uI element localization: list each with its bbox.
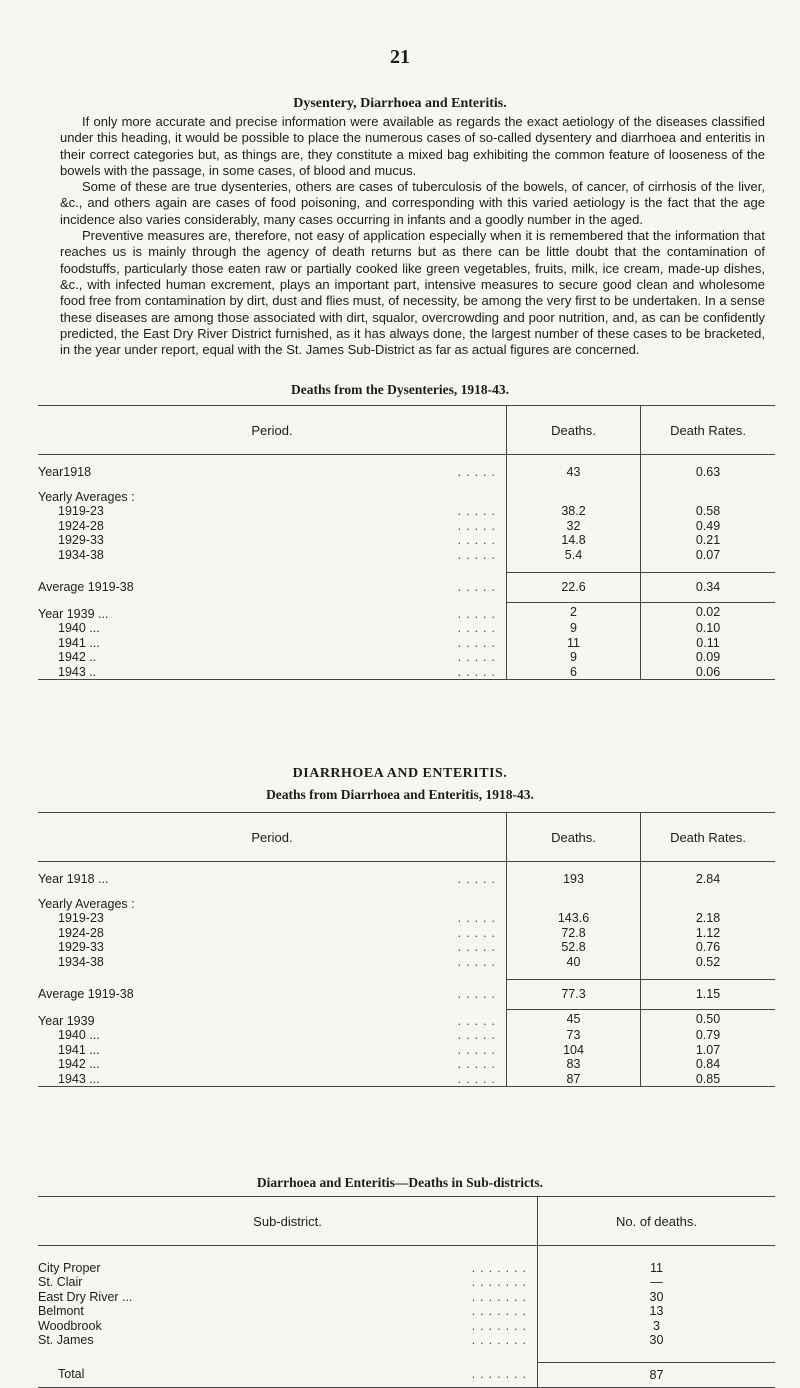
table-row: St. Clair ....... — xyxy=(38,1275,775,1290)
row-label: 1943 ... xyxy=(58,1071,100,1086)
deaths-cell: 3 xyxy=(538,1319,776,1334)
table-row: Year1918 ..... 43 0.63 xyxy=(38,465,775,480)
deaths-cell: 52.8 xyxy=(507,940,641,955)
rate-cell: 0.07 xyxy=(641,548,776,563)
deaths-cell: 9 xyxy=(507,621,641,636)
row-label: City Proper xyxy=(38,1260,101,1275)
deaths-cell: 32 xyxy=(507,519,641,534)
row-label: 1929-33 xyxy=(58,533,104,547)
row-label: 1942 .. xyxy=(58,650,97,664)
section-title: Dysentery, Diarrhoea and Enteritis. xyxy=(293,96,507,111)
deaths-cell: 45 xyxy=(507,1010,641,1029)
row-label: 1940 ... xyxy=(58,1028,100,1042)
rate-cell: 1.12 xyxy=(641,926,776,941)
deaths-cell: 2 xyxy=(507,603,641,622)
table-row: Total ....... 87 xyxy=(38,1363,775,1388)
rate-cell: 0.52 xyxy=(641,955,776,970)
header-deaths: Deaths. xyxy=(507,406,641,455)
row-label: Belmont xyxy=(38,1304,84,1318)
deaths-cell: 72.8 xyxy=(507,926,641,941)
header-no-of-deaths: No. of deaths. xyxy=(538,1197,776,1246)
row-label: 1919-23 xyxy=(58,911,104,925)
table-row: Year 1939 ... ..... 2 0.02 xyxy=(38,603,775,622)
dysentery-table xyxy=(38,405,775,680)
table-row: 1940 ... ..... 9 0.10 xyxy=(38,621,775,636)
table-row: Average 1919-38 ..... 22.6 0.34 xyxy=(38,573,775,603)
table-row xyxy=(38,490,775,505)
header-period: Period. xyxy=(38,406,507,455)
row-label: East Dry River ... xyxy=(38,1289,133,1304)
table-row: Year 1918 ... ..... 193 2.84 xyxy=(38,872,775,887)
row-label: 1941 ... xyxy=(58,635,100,650)
rate-cell: 0.84 xyxy=(641,1057,776,1072)
table-row: 1924-28 ..... 72.8 1.12 xyxy=(38,926,775,941)
row-label: 1929-33 xyxy=(58,940,104,954)
row-label: Woodbrook xyxy=(38,1318,102,1333)
subdistrict-table xyxy=(38,1196,775,1388)
paragraph-3: Preventive measures are, therefore, not easy of application especially when it is remembered that the information that reaches us is mainly through the agency of death returns but as there can be little doubt that the contamination of foodstuffs, particularly those eaten raw or partially cooked like green vegetables, fruits, milk, ice cream, made-up dishes, &c., with infected human excrement, plays an important part, intensive measures to secure good clean and wholesome food free from contamination by dirt, dust and flies must, of necessity, be among the very first to be undertaken. In a sense these diseases are among those associated with dirt, squalor, overcrowding and poor nutrition, and, as can be confidently predicted, the East Dry River District furnished, as it has always done, the largest number of these cases to be bracketed, in the year under report, equal with the St. James Sub-District as far as actual figures are concerned. xyxy=(60,228,765,358)
row-label: Year 1918 ... xyxy=(38,872,109,886)
rate-cell: 2.84 xyxy=(641,872,776,887)
table-row: 1942 ... ..... 83 0.84 xyxy=(38,1057,775,1072)
subdistrict-table-title: Diarrhoea and Enteritis—Deaths in Sub-districts. xyxy=(256,1175,544,1190)
row-label: St. Clair xyxy=(38,1275,83,1289)
row-label: 1940 ... xyxy=(58,621,100,635)
row-label: Yearly Averages : xyxy=(38,896,135,911)
table-row: Year 1939 ..... 45 0.50 xyxy=(38,1010,775,1029)
rate-cell: 0.79 xyxy=(641,1028,776,1043)
table-row: City Proper ....... 11 xyxy=(38,1261,775,1276)
row-label: Average 1919-38 xyxy=(38,987,134,1002)
table-header-row xyxy=(38,406,775,455)
row-label: 1942 ... xyxy=(58,1057,100,1071)
table-row: 1919-23 ..... 143.6 2.18 xyxy=(38,911,775,926)
row-label: Average 1919-38 xyxy=(38,580,134,595)
row-label: Total xyxy=(58,1367,85,1382)
deaths-cell: 30 xyxy=(538,1290,776,1305)
table-row: 1940 ... ..... 73 0.79 xyxy=(38,1028,775,1043)
deaths-cell: 30 xyxy=(538,1333,776,1348)
rate-cell: 0.50 xyxy=(641,1010,776,1029)
diarrhoea-table-title: Deaths from Diarrhoea and Enteritis, 1918-43. xyxy=(266,787,534,802)
deaths-cell: 38.2 xyxy=(507,504,641,519)
table-row: East Dry River ... ....... 30 xyxy=(38,1290,775,1305)
rate-cell: 0.85 xyxy=(641,1072,776,1087)
rate-cell: 0.58 xyxy=(641,504,776,519)
header-deaths: Deaths. xyxy=(507,813,641,862)
row-label: Yearly Averages : xyxy=(38,489,135,504)
dysentery-table-title: Deaths from the Dysenteries, 1918-43. xyxy=(291,382,509,397)
rate-cell: 0.02 xyxy=(641,603,776,622)
table-row: 1943 .. ..... 6 0.06 xyxy=(38,665,775,680)
row-label: St. James xyxy=(38,1333,94,1347)
row-label: 1941 ... xyxy=(58,1042,100,1057)
table-row: 1942 .. ..... 9 0.09 xyxy=(38,650,775,665)
deaths-cell: 104 xyxy=(507,1043,641,1058)
deaths-cell: 13 xyxy=(538,1304,776,1319)
rate-cell: 0.09 xyxy=(641,650,776,665)
deaths-cell: 43 xyxy=(507,465,641,480)
deaths-cell: 22.6 xyxy=(507,573,641,603)
row-label: 1934-38 xyxy=(58,954,104,969)
table-row: 1941 ... ..... 11 0.11 xyxy=(38,636,775,651)
table-row: Belmont ....... 13 xyxy=(38,1304,775,1319)
table-header-row xyxy=(38,1197,775,1246)
deaths-cell: 73 xyxy=(507,1028,641,1043)
table-row: 1929-33 ..... 52.8 0.76 xyxy=(38,940,775,955)
table-row: St. James ....... 30 xyxy=(38,1333,775,1348)
row-label: 1924-28 xyxy=(58,518,104,533)
table-header-row xyxy=(38,813,775,862)
rate-cell: 2.18 xyxy=(641,911,776,926)
deaths-cell: — xyxy=(538,1275,776,1290)
deaths-cell: 5.4 xyxy=(507,548,641,563)
paragraph-2: Some of these are true dysenteries, others are cases of tuberculosis of the bowels, of cancer, of cirrhosis of the liver, &c., and others again are cases of food poisoning, and corresponding with this varied aetiology is the fact that the age incidence also varies considerably, many cases occurring in infants and a goodly number in the aged. xyxy=(60,179,765,227)
table-row: 1934-38 ..... 5.4 0.07 xyxy=(38,548,775,563)
rate-cell: 0.21 xyxy=(641,533,776,548)
deaths-cell: 77.3 xyxy=(507,980,641,1010)
row-label: Year 1939 xyxy=(38,1013,95,1028)
row-label: Year1918 xyxy=(38,465,92,479)
row-label: 1919-23 xyxy=(58,504,104,518)
rate-cell: 1.07 xyxy=(641,1043,776,1058)
rate-cell: 0.49 xyxy=(641,519,776,534)
header-period: Period. xyxy=(38,813,507,862)
deaths-cell: 11 xyxy=(538,1261,776,1276)
row-label: 1943 .. xyxy=(58,664,97,679)
row-label: Year 1939 ... xyxy=(38,606,109,621)
row-label: 1924-28 xyxy=(58,925,104,940)
table-row: 1941 ... ..... 104 1.07 xyxy=(38,1043,775,1058)
deaths-cell: 193 xyxy=(507,872,641,887)
rate-cell: 0.11 xyxy=(641,636,776,651)
rate-cell: 0.63 xyxy=(641,465,776,480)
deaths-cell: 14.8 xyxy=(507,533,641,548)
deaths-cell: 87 xyxy=(507,1072,641,1087)
total-cell: 87 xyxy=(538,1363,776,1388)
table-row: Average 1919-38 ..... 77.3 1.15 xyxy=(38,980,775,1010)
table-row xyxy=(38,897,775,912)
header-subdistrict: Sub-district. xyxy=(38,1197,538,1246)
rate-cell: 0.06 xyxy=(641,665,776,680)
deaths-cell: 11 xyxy=(507,636,641,651)
deaths-cell: 143.6 xyxy=(507,911,641,926)
table-row: Woodbrook ....... 3 xyxy=(38,1319,775,1334)
deaths-cell: 6 xyxy=(507,665,641,680)
table-row: 1934-38 ..... 40 0.52 xyxy=(38,955,775,970)
header-death-rates: Death Rates. xyxy=(641,813,776,862)
header-death-rates: Death Rates. xyxy=(641,406,776,455)
table-row: 1924-28 ..... 32 0.49 xyxy=(38,519,775,534)
table-row: 1919-23 ..... 38.2 0.58 xyxy=(38,504,775,519)
body-text xyxy=(60,114,765,358)
table-row: 1929-33 ..... 14.8 0.21 xyxy=(38,533,775,548)
row-label: 1934-38 xyxy=(58,547,104,562)
paragraph-1: If only more accurate and precise information were available as regards the exact aetiology of the diseases classified under this heading, it would be possible to place the numerous cases of so-called dysentery and diarrhoea and enteritis in their correct categories but, as things are, they constitute a mixed bag exhibiting the common feature of looseness of the bowels with the passage, in some cases, of blood and mucus. xyxy=(60,114,765,178)
diarrhoea-table xyxy=(38,812,775,1087)
deaths-cell: 40 xyxy=(507,955,641,970)
deaths-cell: 83 xyxy=(507,1057,641,1072)
rate-cell: 0.10 xyxy=(641,621,776,636)
rate-cell: 1.15 xyxy=(641,980,776,1010)
rate-cell: 0.76 xyxy=(641,940,776,955)
rate-cell: 0.34 xyxy=(641,573,776,603)
diarrhoea-heading: DIARRHOEA AND ENTERITIS. xyxy=(292,766,508,781)
deaths-cell: 9 xyxy=(507,650,641,665)
table-row: 1943 ... ..... 87 0.85 xyxy=(38,1072,775,1087)
page-number: 21 xyxy=(390,46,410,68)
